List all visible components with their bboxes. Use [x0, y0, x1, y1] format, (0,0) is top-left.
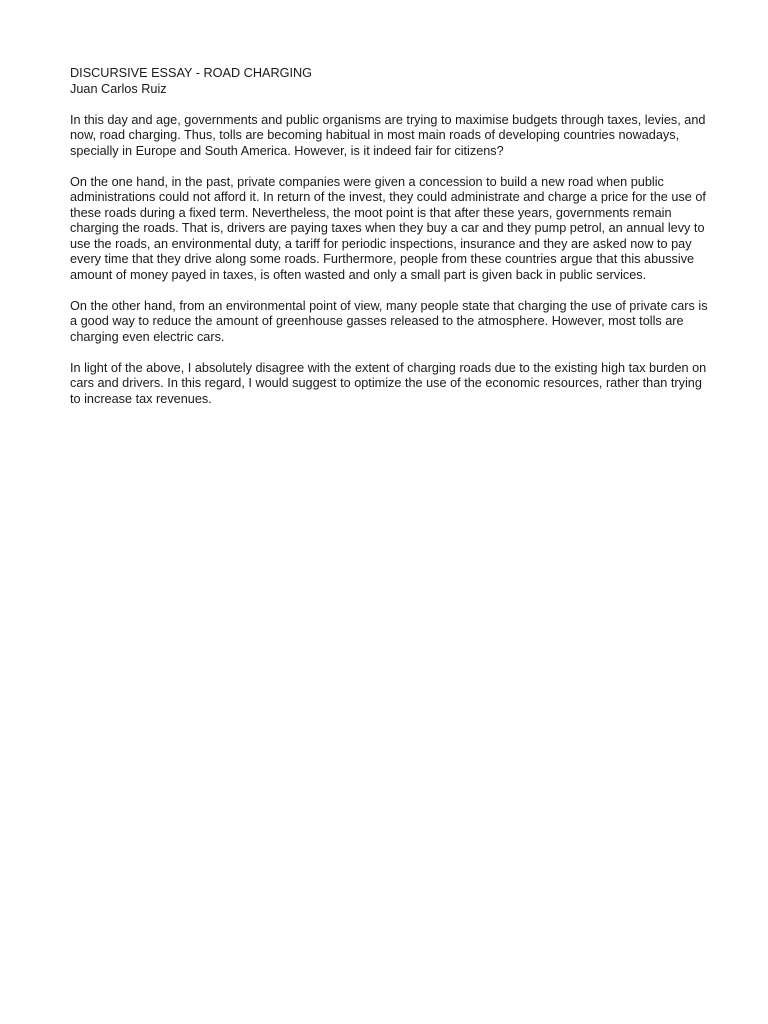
paragraph-one-hand: On the one hand, in the past, private companies were given a concession to build a new road when public administrations could not afford it. In return of the invest, they could administrate and charge a price for the use of these roads during a fixed term. Nevertheless, the moot point is that after these years, governments remain charging the roads. That is, drivers are paying taxes when they buy a car and they pump petrol, an annual levy to use the roads, an environmental duty, a tariff for periodic inspections, insurance and they are asked now to pay every time that they drive along some roads. Furthermore, people from these countries argue that this abussive amount of money payed in taxes, is often wasted and only a small part is given back in public services. — [70, 174, 706, 282]
essay-title: DISCURSIVE ESSAY - ROAD CHARGING — [70, 66, 313, 80]
paragraph-other-hand: On the other hand, from an environmental point of view, many people state that charging the use of private cars is a good way to reduce the amount of greenhouse gasses released to the atmosphere. However, most tolls are charging even electric cars. — [70, 298, 708, 344]
paragraph-conclusion: In light of the above, I absolutely disagree with the extent of charging roads due to the existing high tax burden on cars and drivers. In this regard, I would suggest to optimize the use of the economic resources, rather than trying to increase tax revenues. — [70, 360, 707, 406]
essay-author: Juan Carlos Ruiz — [70, 81, 167, 96]
essay-body — [70, 113, 710, 408]
essay-document — [70, 66, 710, 407]
paragraph-introduction: In this day and age, governments and public organisms are trying to maximise budgets through taxes, levies, and now, road charging. Thus, tolls are becoming habitual in most main roads of developing countries nowadays, specially in Europe and South America. However, is it indeed fair for citizens? — [70, 112, 706, 158]
essay-header — [70, 66, 710, 97]
